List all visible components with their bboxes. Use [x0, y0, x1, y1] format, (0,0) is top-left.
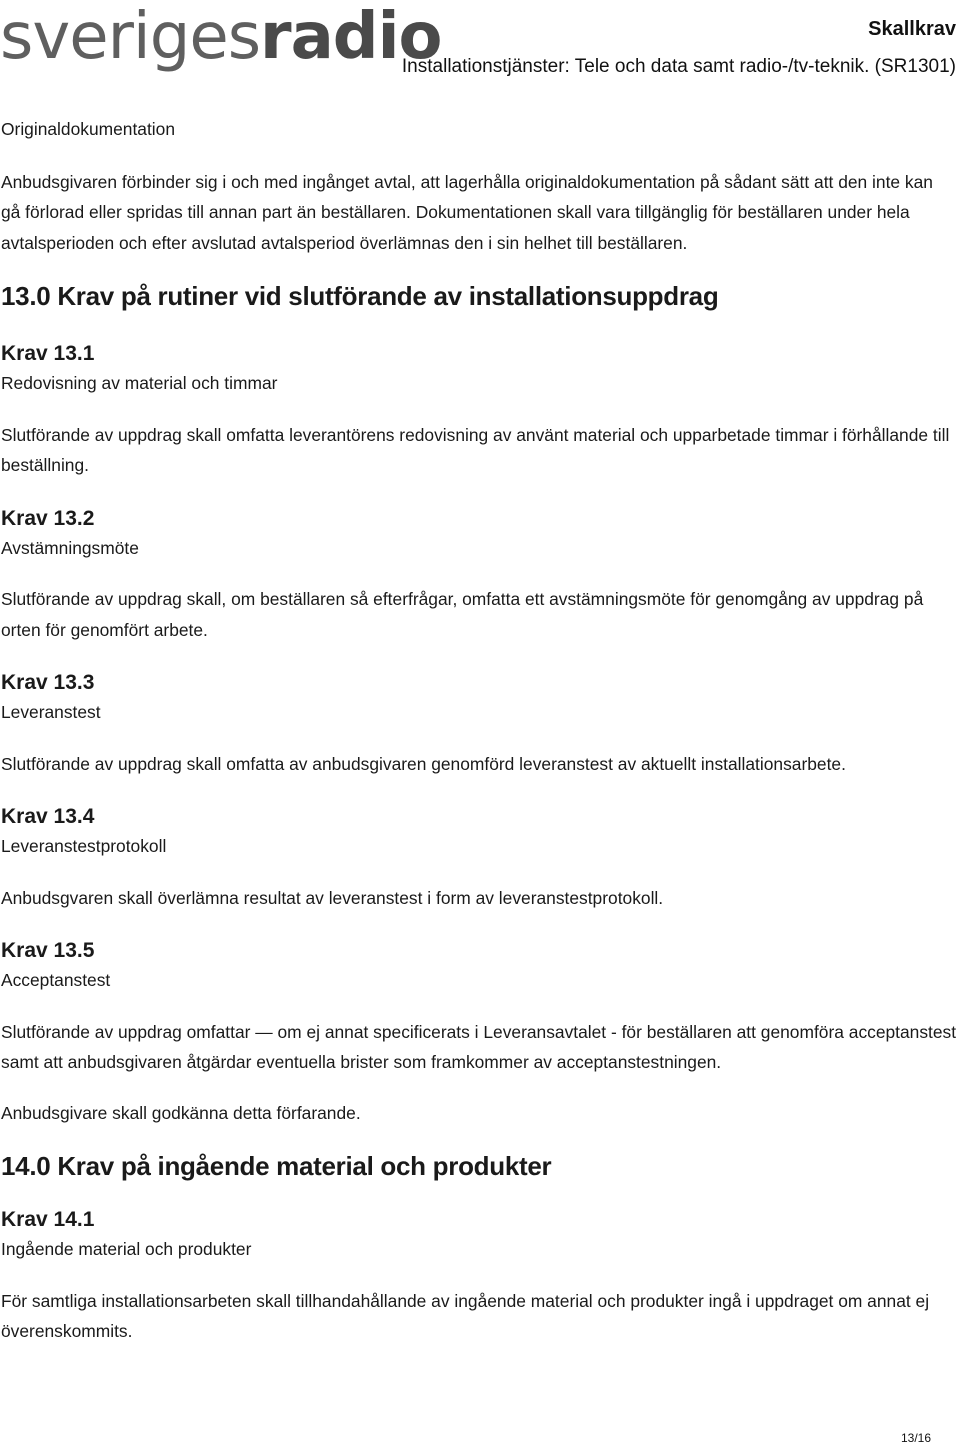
krav-13-3-body: Slutförande av uppdrag skall omfatta av anbudsgivaren genomförd leveranstest av aktuellt installationsarbete.: [1, 753, 846, 774]
krav-14-1-subtitle: Ingående material och produkter: [1, 1239, 252, 1259]
document-title: Skallkrav: [868, 18, 956, 40]
krav-13-5-subtitle: Acceptanstest: [1, 970, 111, 990]
logo-text-a: sveriges: [0, 0, 261, 74]
krav-13-5-body: Slutförande av uppdrag omfattar — om ej annat specificerats i Leveransavtalet - för beställaren att genomföra acceptanstest samt att anbudsgivaren åtgärdar eventuella brister som framkommer av acceptanstestningen.: [1, 1021, 957, 1072]
orig-body: Anbudsgivaren förbinder sig i och med ingånget avtal, att lagerhålla originaldokumentation på sådant sätt att den inte kan gå förlorad eller spridas till annan part än beställaren. Dokumentationen skall vara tillgänglig för beställaren under hela avtalsperioden och efter avslutad avtalsperiod överlämnas den i sin helhet till beställaren.: [1, 171, 933, 253]
page-number: 13/16: [900, 1431, 931, 1445]
krav-13-1-body: Slutförande av uppdrag skall omfatta leverantörens redovisning av använt material och upparbetade timmar i förhållande till beställning.: [1, 424, 950, 475]
krav-13-3-subtitle: Leveranstest: [1, 702, 101, 722]
krav-14-1-body: För samtliga installationsarbeten skall tillhandahållande av ingående material och produkter ingå i uppdraget om annat ej överenskommits.: [1, 1290, 930, 1341]
krav-13-4-title: Krav 13.4: [1, 805, 95, 828]
krav-13-2-body: Slutförande av uppdrag skall, om beställaren så efterfrågar, omfatta ett avstämningsmöte för genomgång av uppdrag på orten för genomfört arbete.: [1, 589, 924, 640]
document-subtitle: Installationstjänster: Tele och data samt radio-/tv-teknik. (SR1301): [401, 56, 956, 77]
section-14-heading: 14.0 Krav på ingående material och produkter: [1, 1151, 552, 1181]
document-content: [1, 114, 957, 1347]
krav-13-1-subtitle: Redovisning av material och timmar: [1, 373, 278, 393]
krav-13-2-subtitle: Avstämningsmöte: [1, 537, 139, 558]
krav-13-4-body: Anbudsgvaren skall överlämna resultat av leveranstest i form av leveranstestprotokoll.: [1, 887, 664, 908]
krav-13-5-title: Krav 13.5: [1, 939, 95, 962]
logo-text-b: radio: [260, 0, 442, 74]
krav-13-5-body-2: Anbudsgivare skall godkänna detta förfarande.: [1, 1102, 361, 1123]
krav-14-1-title: Krav 14.1: [1, 1208, 95, 1231]
krav-13-2-title: Krav 13.2: [1, 506, 95, 530]
orig-heading: Originaldokumentation: [1, 119, 176, 139]
krav-13-1-title: Krav 13.1: [1, 342, 95, 365]
section-13-heading: 13.0 Krav på rutiner vid slutförande av installationsuppdrag: [1, 281, 719, 311]
sveriges-radio-logo: [0, 0, 442, 74]
krav-13-4-subtitle: Leveranstestprotokoll: [1, 836, 167, 856]
krav-13-3-title: Krav 13.3: [1, 671, 95, 694]
